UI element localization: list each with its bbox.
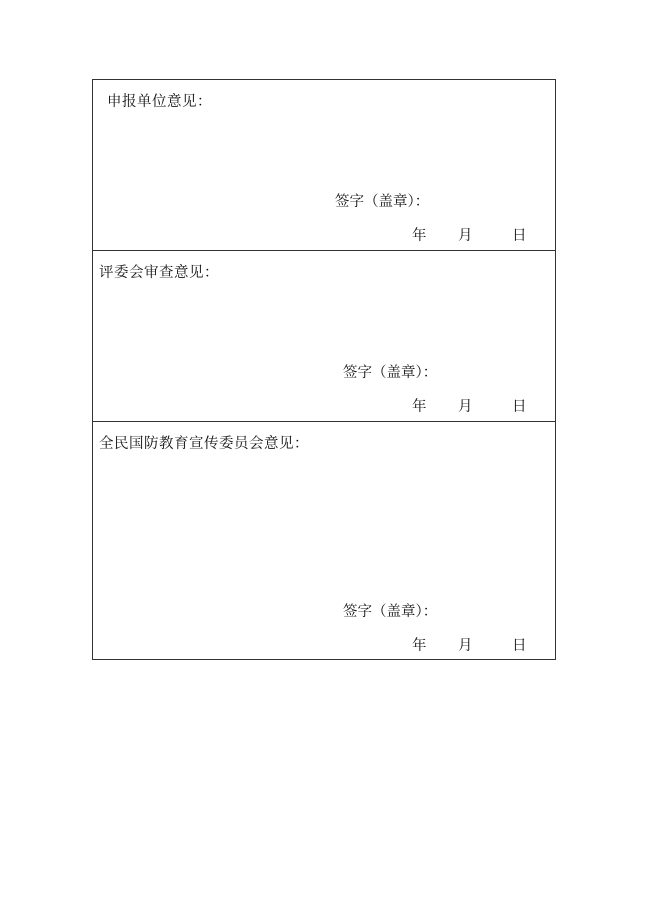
date-year-label: 年 xyxy=(412,638,427,654)
opinion-form-table xyxy=(92,79,556,660)
signature-stamp-label: 签字（盖章）： xyxy=(343,604,438,620)
date-month-label: 月 xyxy=(458,399,473,415)
date-month-label: 月 xyxy=(458,638,473,654)
review-committee-opinion-section xyxy=(93,250,555,421)
applicant-unit-opinion-label: 申报单位意见： xyxy=(107,94,212,110)
date-year-label: 年 xyxy=(412,399,427,415)
date-day-label: 日 xyxy=(512,399,527,415)
review-committee-opinion-label: 评委会审查意见： xyxy=(99,265,219,281)
date-year-label: 年 xyxy=(412,228,427,244)
national-defense-committee-opinion-label: 全民国防教育宣传委员会意见： xyxy=(99,436,309,452)
date-month-label: 月 xyxy=(458,228,473,244)
signature-stamp-label: 签字（盖章）： xyxy=(343,365,438,381)
national-defense-committee-opinion-section xyxy=(93,421,555,660)
date-day-label: 日 xyxy=(512,638,527,654)
applicant-unit-opinion-section xyxy=(93,80,555,250)
signature-stamp-label: 签字（盖章）： xyxy=(335,194,430,210)
date-day-label: 日 xyxy=(512,228,527,244)
